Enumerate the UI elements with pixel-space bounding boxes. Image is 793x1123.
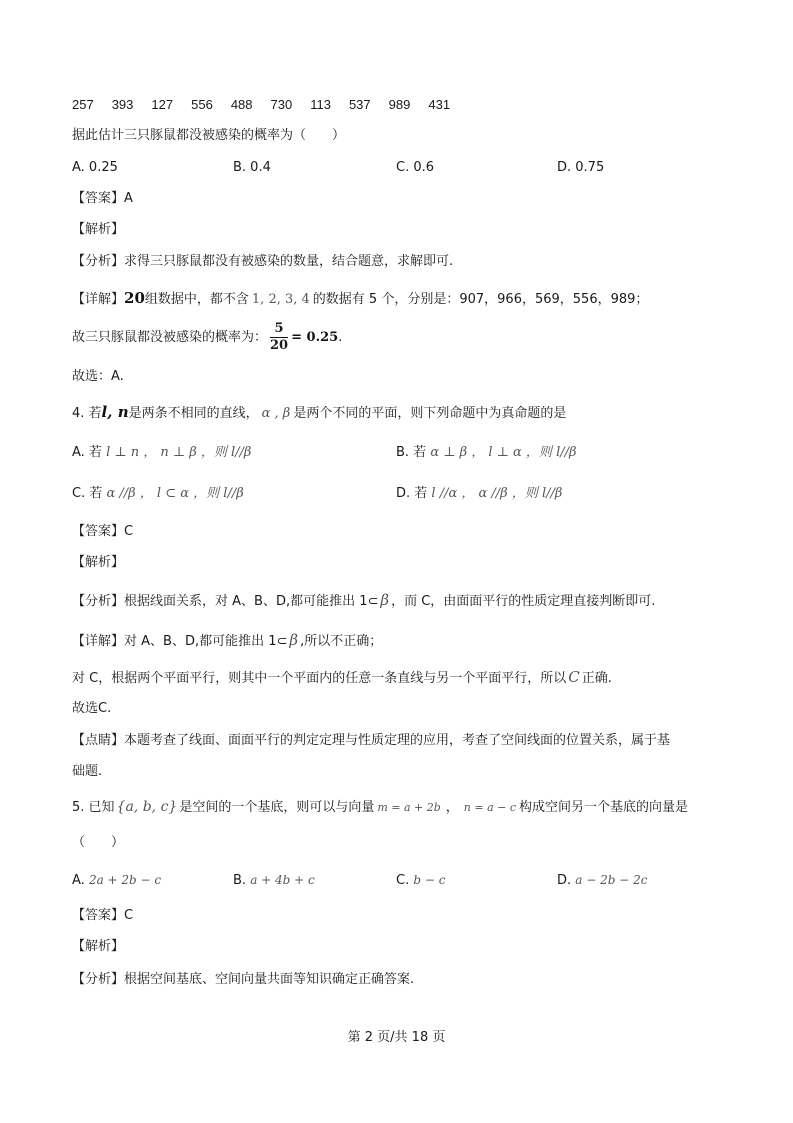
vars-alpha-beta: α , β — [261, 406, 291, 421]
count-value: 20 — [124, 289, 145, 307]
q4-analysis-heading: 【解析】 — [72, 555, 125, 570]
option-label: B. 若 — [396, 445, 427, 460]
number-cell: 127 — [151, 97, 174, 112]
option-label: A. — [72, 873, 85, 888]
q4-answer: 【答案】C — [72, 524, 134, 539]
option-label: C. 若 — [72, 486, 103, 501]
option-math: a + 4b + c — [250, 873, 315, 887]
xiangjie-tail: 的数据有 5 个，分别是：907，966，569，556，989； — [312, 292, 649, 307]
prob-prefix: 故三只豚鼠都没被感染的概率为： — [72, 330, 268, 345]
option-label: B. — [233, 873, 247, 888]
number-cell: 730 — [270, 97, 293, 112]
q4-choose: 故选C. — [72, 701, 112, 716]
digits-list: 1, 2, 3, 4 — [251, 292, 310, 307]
var-c: C — [568, 668, 580, 686]
q4-option-a — [72, 443, 251, 463]
number-cell: 393 — [111, 97, 134, 112]
xiangjie-part-a: 【详解】对 A、B、D,都可能推出 1⊂ — [72, 634, 288, 649]
q5-fenxi: 【分析】根据空间基底、空间向量共面等知识确定正确答案. — [72, 972, 415, 987]
number-cell: 431 — [428, 97, 451, 112]
q4-stem-end: 是两个不同的平面，则下列命题中为真命题的是 — [293, 406, 567, 421]
q4-option-c — [72, 484, 244, 504]
fenxi-part-b: ，而 C，由面面平行的性质定理直接判断即可. — [391, 594, 656, 609]
q4-number: 4. 若 — [72, 406, 102, 421]
fraction — [270, 321, 288, 354]
number-cell: 537 — [348, 97, 371, 112]
option-math: 2a + 2b − c — [88, 873, 162, 887]
fraction-numerator: 5 — [270, 321, 288, 338]
option-math: α ⊥ β ， l ⊥ α ，则 l//β — [430, 445, 577, 460]
q5-option-d — [557, 870, 648, 891]
option-label: D. — [557, 873, 572, 888]
q5-number: 5. 已知 — [72, 800, 115, 815]
q4-dianjing-line1: 【点睛】本题考查了线面、面面平行的判定定理与性质定理的应用，考查了空间线面的位置关系，属于基 — [72, 733, 671, 748]
line-c-part-b: 正确. — [581, 671, 612, 686]
vector-n: n = a − c — [463, 801, 517, 814]
number-cell: 989 — [388, 97, 411, 112]
option-math: l ⊥ n ， n ⊥ β ，则 l//β — [106, 445, 252, 460]
q5-analysis-heading: 【解析】 — [72, 939, 125, 954]
fraction-denominator: 20 — [270, 338, 289, 353]
option-math: l //α ， α //β ，则 l//β — [431, 486, 563, 501]
option-math: a − 2b − 2c — [575, 873, 648, 887]
q3-answer: 【答案】A — [72, 191, 133, 206]
q3-choose: 故选：A. — [72, 369, 124, 384]
q4-fenxi — [72, 590, 655, 612]
q3-option-b: B. 0.4 — [233, 160, 271, 175]
q5-option-b — [233, 870, 315, 891]
q4-option-b — [396, 443, 577, 463]
option-label: D. 若 — [396, 486, 428, 501]
q5-option-a — [72, 870, 161, 891]
q3-option-c: C. 0.6 — [396, 160, 435, 175]
option-label: A. 若 — [72, 445, 102, 460]
q3-xiangjie — [72, 288, 648, 310]
page-footer: 第 2 页/共 18 页 — [347, 1030, 446, 1045]
number-cell: 556 — [191, 97, 213, 112]
xiangjie-mid: 组数据中，都不含 — [144, 292, 249, 307]
line-c-part-a: 对 C，根据两个平面平行，则其中一个平面内的任意一条直线与另一个平面平行，所以 — [72, 671, 567, 686]
q4-line-c — [72, 667, 612, 689]
beta-symbol: β — [380, 591, 390, 609]
basis-set: {a, b, c} — [116, 799, 178, 815]
q4-stem — [72, 402, 566, 424]
vector-m: m = a + 2b — [377, 801, 441, 814]
q3-option-d: D. 0.75 — [557, 160, 605, 175]
q5-stem-mid: 是空间的一个基底，则可以与向量 — [179, 800, 375, 815]
prob-equals: = 0.25 — [291, 330, 339, 345]
xiangjie-label: 【详解】 — [72, 292, 125, 307]
q4-option-d — [396, 484, 562, 504]
q5-paren: （ ） — [72, 835, 125, 850]
number-cell: 113 — [310, 97, 331, 112]
q3-stem: 据此估计三只豚鼠都没被感染的概率为（ ） — [72, 128, 346, 143]
q5-answer: 【答案】C — [72, 908, 134, 923]
option-label: C. — [396, 873, 410, 888]
q5-option-c — [396, 870, 445, 891]
random-number-row — [72, 95, 468, 116]
option-math: α //β ， l ⊂ α ，则 l//β — [106, 486, 244, 501]
q3-probability-line — [72, 318, 342, 358]
number-cell: 488 — [230, 97, 253, 112]
fenxi-part-a: 【分析】根据线面关系，对 A、B、D,都可能推出 1⊂ — [72, 594, 379, 609]
prob-end: . — [338, 330, 343, 345]
option-math: b − c — [413, 873, 446, 887]
q5-stem: 5. 已知 {a, b, c} 是空间的一个基底，则可以与向量 m = a + 2b ， n = a − c 构成空间另一个基底的向量是 — [72, 799, 689, 815]
number-cell: 257 — [72, 97, 94, 112]
q3-analysis-heading: 【解析】 — [72, 222, 125, 237]
q5-stem-end: 构成空间另一个基底的向量是 — [519, 800, 689, 815]
xiangjie-part-b: ,所以不正确； — [300, 634, 383, 649]
q4-stem-mid: 是两条不相同的直线， — [128, 406, 259, 421]
q4-dianjing-line2: 础题. — [72, 764, 103, 779]
vars-l-n: l, n — [101, 403, 129, 421]
q3-option-a: A. 0.25 — [72, 160, 118, 175]
beta-symbol: β — [289, 631, 299, 649]
q3-fenxi: 【分析】求得三只豚鼠都没有被感染的数量，结合题意，求解即可. — [72, 254, 454, 269]
q4-xiangjie — [72, 630, 382, 652]
